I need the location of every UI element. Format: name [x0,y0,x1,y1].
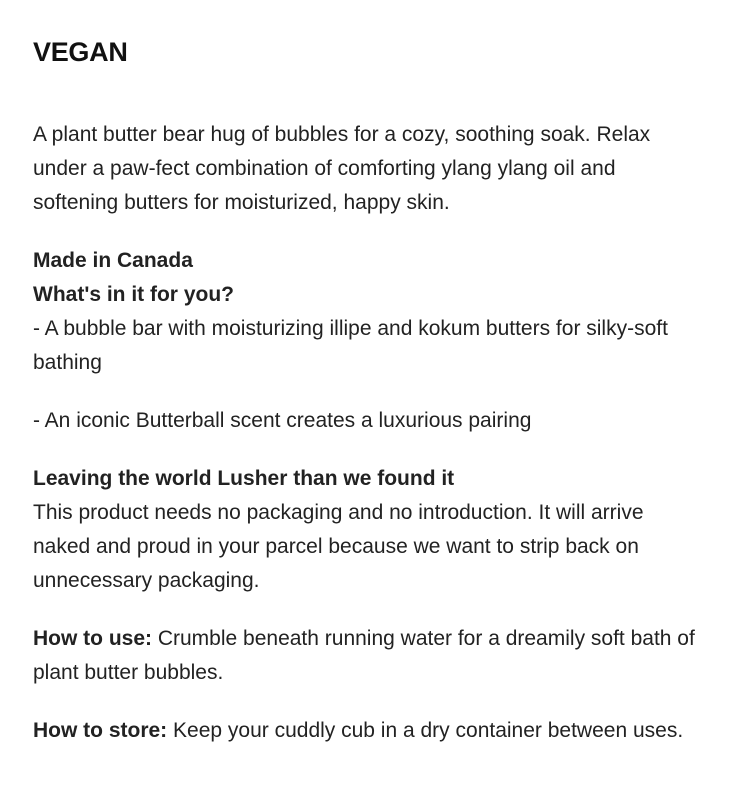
packaging-section [33,462,704,598]
origin-section [33,244,704,380]
origin-label: Made in Canada [33,249,193,272]
how-to-store-label: How to store: [33,719,168,742]
benefit-item: - A bubble bar with moisturizing illipe and kokum butters for silky-soft bathing [33,317,668,374]
page-title: VEGAN [33,37,128,67]
how-to-store-body: Keep your cuddly cub in a dry container between uses. [173,719,684,742]
benefits-heading: What's in it for you? [33,283,234,306]
product-description: A plant butter bear hug of bubbles for a cozy, soothing soak. Relax under a paw-fect combination of comforting ylang ylang oil and softening butters for moisturized, happy skin. [33,123,651,214]
packaging-body: This product needs no packaging and no introduction. It will arrive naked and proud in your parcel because we want to strip back on unnecessary packaging. [33,501,644,592]
benefit-item: - An iconic Butterball scent creates a luxurious pairing [33,409,532,432]
how-to-use-body: Crumble beneath running water for a dreamily soft bath of plant butter bubbles. [33,627,695,684]
packaging-heading: Leaving the world Lusher than we found it [33,467,455,490]
how-to-use-label: How to use: [33,627,152,650]
how-to-use [33,622,704,690]
how-to-store [33,714,704,748]
